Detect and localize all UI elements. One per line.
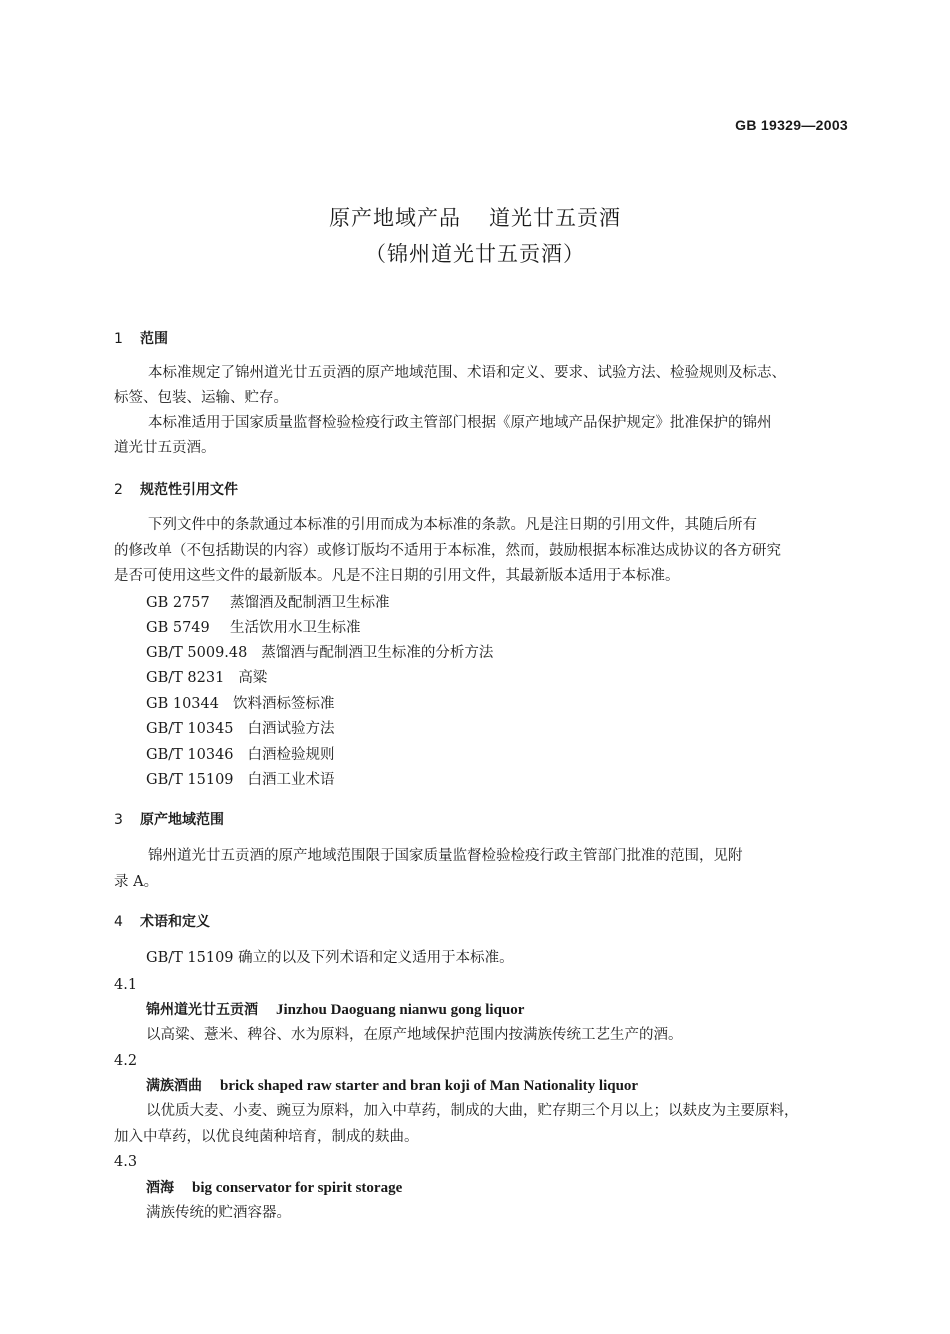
- reference-code: GB/T 5009.48: [146, 645, 248, 661]
- term-chinese: 锦州道光廿五贡酒: [146, 1002, 258, 1018]
- reference-item: [146, 745, 335, 765]
- term-definition-line-1: 以优质大麦、小麦、豌豆为原料，加入中草药，制成的大曲，贮存期三个月以上；以麸皮为主要原料，: [146, 1103, 799, 1119]
- section-1-paragraph-1-line-2: 标签、包装、运输、贮存。: [114, 390, 288, 406]
- document-title: [0, 202, 950, 232]
- document-subtitle: （锦州道光廿五贡酒）: [365, 242, 585, 266]
- reference-code: GB 5749: [146, 620, 210, 636]
- reference-title: 白酒检验规则: [247, 747, 335, 763]
- reference-title: 白酒工业术语: [247, 772, 335, 788]
- section-title: 原产地域范围: [140, 812, 224, 828]
- reference-title: 蒸馏酒及配制酒卫生标准: [230, 595, 390, 611]
- section-title: 规范性引用文件: [140, 482, 238, 498]
- term-number: 4.2: [114, 1053, 138, 1069]
- reference-title: 生活饮用水卫生标准: [230, 620, 361, 636]
- term-heading: [146, 1000, 524, 1020]
- section-title: 术语和定义: [140, 914, 210, 930]
- section-1-paragraph-1-line-1: 本标准规定了锦州道光廿五贡酒的原产地域范围、术语和定义、要求、试验方法、检验规则及标志、: [148, 365, 786, 381]
- title-part-2: 道光廿五贡酒: [489, 206, 621, 230]
- reference-code: GB/T 10346: [146, 747, 234, 763]
- reference-code: GB/T 15109: [146, 772, 234, 788]
- reference-title: 蒸馏酒与配制酒卫生标准的分析方法: [261, 645, 494, 661]
- reference-item: [146, 643, 493, 663]
- reference-code: GB/T 10345: [146, 721, 234, 737]
- term-number: 4.3: [114, 1154, 138, 1170]
- reference-item: [146, 593, 390, 613]
- section-number: 1: [114, 331, 123, 347]
- section-number: 2: [114, 482, 123, 498]
- section-number: 3: [114, 812, 123, 828]
- section-3-paragraph-line-1: 锦州道光廿五贡酒的原产地域范围限于国家质量监督检验检疫行政主管部门批准的范围，见附: [148, 848, 743, 864]
- term-chinese: 满族酒曲: [146, 1078, 202, 1094]
- section-3-paragraph-line-2: 录 A。: [114, 874, 159, 890]
- term-chinese: 酒海: [146, 1180, 174, 1196]
- section-4-intro: GB/T 15109 确立的以及下列术语和定义适用于本标准。: [146, 950, 514, 966]
- section-1-heading: [114, 329, 168, 349]
- reference-code: GB 10344: [146, 696, 219, 712]
- title-part-1: 原产地域产品: [329, 206, 461, 230]
- section-title: 范围: [140, 331, 168, 347]
- reference-title: 白酒试验方法: [247, 721, 335, 737]
- reference-item: [146, 618, 361, 638]
- section-1-paragraph-2-line-1: 本标准适用于国家质量监督检验检疫行政主管部门根据《原产地域产品保护规定》批准保护的锦州: [148, 415, 772, 431]
- section-number: 4: [114, 914, 123, 930]
- term-definition-line-1: 满族传统的贮酒容器。: [146, 1205, 291, 1221]
- term-heading: [146, 1076, 638, 1096]
- reference-item: [146, 719, 335, 739]
- term-definition-line-2: 加入中草药，以优良纯菌种培育，制成的麸曲。: [114, 1129, 419, 1145]
- reference-title: 饮料酒标签标准: [232, 696, 335, 712]
- section-2-paragraph-line-2: 的修改单（不包括勘误的内容）或修订版均不适用于本标准，然而，鼓励根据本标准达成协议的各方研究: [114, 543, 781, 559]
- reference-code: GB/T 8231: [146, 670, 225, 686]
- term-english: Jinzhou Daoguang nianwu gong liquor: [276, 1002, 525, 1018]
- term-definition-line-1: 以高粱、薏米、稗谷、水为原料，在原产地域保护范围内按满族传统工艺生产的酒。: [146, 1027, 683, 1043]
- reference-item: [146, 668, 267, 688]
- reference-item: [146, 770, 335, 790]
- term-number: 4.1: [114, 977, 138, 993]
- section-2-paragraph-line-1: 下列文件中的条款通过本标准的引用而成为本标准的条款。凡是注日期的引用文件，其随后所有: [148, 517, 757, 533]
- reference-code: GB 2757: [146, 595, 210, 611]
- reference-item: [146, 694, 334, 714]
- section-2-heading: [114, 480, 238, 500]
- reference-title: 高粱: [238, 670, 268, 686]
- term-english: brick shaped raw starter and bran koji of Man Nationality liquor: [220, 1078, 639, 1094]
- section-3-heading: [114, 810, 224, 830]
- standard-number: GB 19329—2003: [735, 117, 848, 133]
- term-heading: [146, 1178, 402, 1198]
- term-english: big conservator for spirit storage: [192, 1180, 403, 1196]
- section-2-paragraph-line-3: 是否可使用这些文件的最新版本。凡是不注日期的引用文件，其最新版本适用于本标准。: [114, 568, 680, 584]
- section-4-heading: [114, 912, 210, 932]
- section-1-paragraph-2-line-2: 道光廿五贡酒。: [114, 440, 216, 456]
